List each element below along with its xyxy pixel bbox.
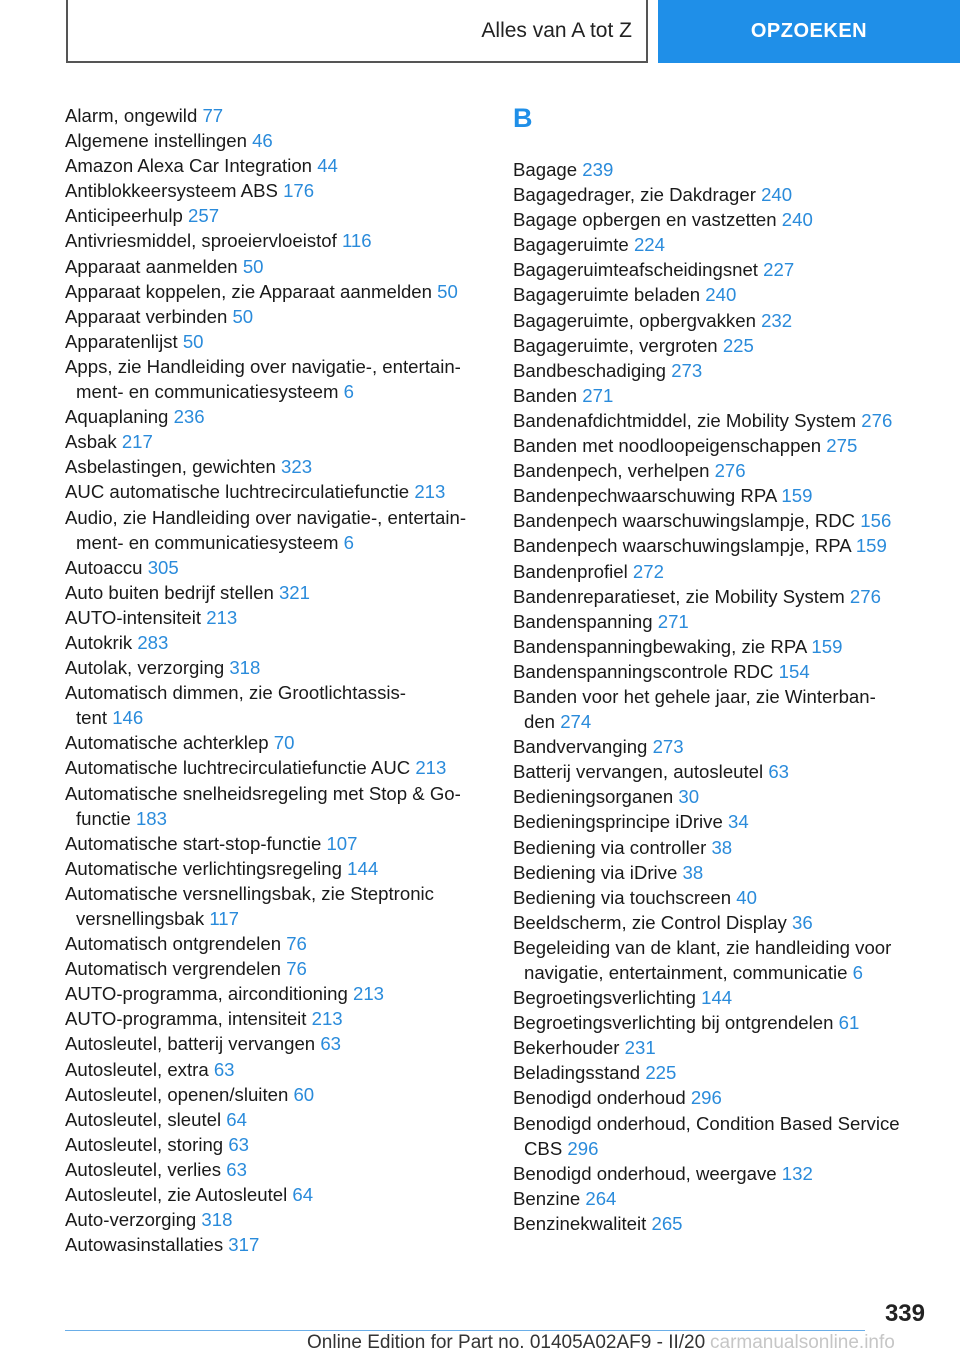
page-link[interactable]: 283 [137,631,169,653]
entry-text: Bagageruimte beladen [513,284,706,306]
entry-text: Beladingsstand [513,1062,646,1084]
index-entry [513,759,933,784]
page-link[interactable]: 271 [582,384,614,406]
edition-text: Online Edition for Part no. 01405A02AF9 - II/20 [307,1332,706,1353]
entry-text: Banden met noodloopeigenschappen [513,435,827,457]
page-link[interactable]: 38 [711,836,733,858]
page-link[interactable]: 60 [293,1083,315,1105]
page-link[interactable]: 50 [437,280,458,302]
page-link[interactable]: 231 [624,1037,656,1059]
page-link[interactable]: 240 [705,284,737,306]
entry-text: Audio, zie Handleiding over navigatie-, entertain- [65,506,467,528]
page-link[interactable]: 232 [761,309,793,331]
entry-text: Apparaat koppelen, zie Apparaat aanmelden [65,280,438,302]
entry-text: Beeldscherm, zie Control Display [513,911,793,933]
index-entry [513,157,933,182]
entry-text: Bekerhouder [513,1037,625,1059]
index-entries-b [513,157,933,1236]
index-entry [65,956,485,981]
page-link[interactable]: 46 [252,130,273,152]
index-entry [65,404,485,429]
page-link[interactable]: 271 [657,610,689,632]
page-link[interactable]: 225 [645,1062,677,1084]
entry-text: navigatie, entertainment, communicatie [524,962,853,983]
page-link[interactable]: 77 [202,105,224,126]
index-entry [513,809,933,834]
index-entry [65,254,485,279]
page-link[interactable]: 213 [206,606,238,628]
index-entry [65,1082,485,1107]
tab-alles-label: Alles van A tot Z [481,18,632,42]
page-link[interactable]: 225 [722,334,754,356]
entry-text: Apparaat verbinden [65,305,233,327]
page-link[interactable]: 61 [838,1012,860,1034]
entry-text: Bediening via touchscreen [513,886,737,908]
index-entry [65,479,485,504]
page-link[interactable]: 146 [112,707,144,729]
index-entry [65,304,485,329]
index-entry [513,383,933,408]
index-entry [65,505,485,555]
page-link[interactable]: 240 [781,209,813,231]
index-entry [513,207,933,232]
index-entry [65,1031,485,1056]
entry-text: Automatisch dimmen, zie Grootlichtassis- [65,682,406,704]
index-entry [65,781,485,831]
index-entry [513,634,933,659]
page-link[interactable]: 275 [826,435,858,457]
entry-text: versnellingsbak [76,908,210,929]
entry-text: Bandenpech waarschuwingslampje, RDC [513,510,861,532]
entry-text: Bagageruimte [513,234,634,256]
index-entry [65,153,485,178]
index-entry [65,1132,485,1157]
page-link[interactable]: 63 [228,1133,249,1155]
entry-text: Bandenpechwaarschuwing RPA [513,485,782,507]
tab-alles-van-a-tot-z[interactable] [66,0,648,63]
entry-text: Autolak, verzorging [65,657,230,679]
index-column-left [65,103,485,1257]
page-link[interactable]: 227 [763,259,795,281]
entry-text: Bandenspanningbewaking, zie RPA [513,635,812,657]
entry-text: Bedieningsorganen [513,786,679,808]
entry-text: Benodigd onderhoud, Condition Based Service [513,1112,900,1134]
index-entry [65,354,485,404]
index-entry [65,831,485,856]
index-entry [65,329,485,354]
entry-text: Benzinekwaliteit [513,1212,652,1234]
index-entry [513,1010,933,1035]
entry-text: Autosleutel, batterij vervangen [65,1033,321,1055]
index-entry [513,433,933,458]
page-link[interactable]: 176 [283,180,315,202]
entry-text: Bandvervanging [513,736,653,758]
entry-text: Amazon Alexa Car Integration [65,155,318,177]
entry-text: Benodigd onderhoud, weergave [513,1162,782,1184]
page-link[interactable]: 224 [633,234,665,256]
entry-text: Automatische achterklep [65,732,274,754]
page-link[interactable]: 107 [326,832,358,854]
page-link[interactable]: 34 [727,811,749,833]
entry-text: tent [76,707,113,729]
page-link[interactable]: 63 [320,1033,341,1055]
page-link[interactable]: 132 [781,1162,813,1184]
entry-text: Autosleutel, storing [65,1133,229,1155]
entry-text: CBS [524,1137,568,1159]
index-entry [65,1107,485,1132]
entry-text: Autosleutel, zie Autosleutel [65,1184,293,1206]
index-entry [513,1060,933,1085]
index-entry [513,1111,933,1161]
entry-text: Bandenpech, verhelpen [513,460,715,482]
entry-text: Apps, zie Handleiding over navigatie-, entertain- [65,355,461,377]
tab-opzoeken[interactable] [658,0,960,63]
entry-text: Begroetingsverlichting bij ontgrendelen [513,1012,839,1034]
page-link[interactable]: 276 [861,409,893,431]
page-link[interactable]: 318 [229,657,261,679]
entry-text: Bagagedrager, zie Dakdrager [513,184,762,206]
index-entry [513,257,933,282]
index-column-right [513,103,933,1236]
index-entry [65,630,485,655]
entry-text: Bandenspanningscontrole RDC [513,660,779,682]
index-entry [513,835,933,860]
entry-text: Auto-verzorging [65,1209,202,1231]
entry-text: Bediening via controller [513,836,712,858]
index-entry [513,659,933,684]
index-entry [65,680,485,730]
page-link[interactable]: 321 [278,581,310,603]
page-link[interactable]: 273 [652,736,684,758]
entry-text: Autosleutel, sleutel [65,1108,227,1130]
page-link[interactable]: 6 [852,962,864,983]
page-link[interactable]: 159 [781,485,813,507]
entry-text: Bagageruimte, vergroten [513,334,723,356]
index-entry [513,885,933,910]
index-entry [513,734,933,759]
entry-text: Begeleiding van de klant, zie handleiding voor [513,936,892,958]
page-link[interactable]: 117 [209,908,239,929]
page-link[interactable]: 276 [849,585,881,607]
index-entry [513,1186,933,1211]
entry-text: Autosleutel, extra [65,1058,214,1080]
entry-text: Bandenafdichtmiddel, zie Mobility System [513,409,862,431]
page-link[interactable]: 76 [286,933,307,955]
entry-text: Bandbeschadiging [513,359,672,381]
index-entry [65,580,485,605]
page-link[interactable]: 76 [286,958,307,980]
entry-text: Bandenprofiel [513,560,633,582]
page-header [0,0,960,66]
page-link[interactable]: 213 [352,983,385,1005]
entry-text: den [524,711,561,733]
page-link[interactable]: 264 [585,1187,617,1209]
page-link[interactable]: 6 [343,531,354,553]
entry-text: Automatische snelheidsregeling met Stop & Go- [65,782,461,804]
entry-text: ment- en communicatiesysteem [76,381,344,403]
page-link[interactable]: 40 [736,886,757,908]
page-link[interactable]: 276 [714,460,746,482]
index-entry [513,1211,933,1236]
index-entry [65,856,485,881]
index-entry [513,860,933,885]
page-link[interactable]: 272 [632,560,664,582]
entry-text: Bandenreparatieset, zie Mobility System [513,585,850,607]
index-entry [513,1085,933,1110]
index-entry [513,508,933,533]
index-entry [513,308,933,333]
entry-text: functie [76,807,136,829]
entry-text: Bandenpech waarschuwingslampje, RPA [513,535,856,557]
index-entry [513,559,933,584]
index-entry [513,483,933,508]
entry-text: Automatische luchtrecirculatiefunctie AUC [65,757,416,779]
entry-text: Antivriesmiddel, sproeiervloeistof [65,230,342,252]
index-entry [65,1057,485,1082]
entry-text: Automatisch vergrendelen [65,958,287,980]
page-link[interactable]: 44 [317,155,338,177]
entry-text: Autosleutel, openen/sluiten [65,1083,294,1105]
entry-text: Asbak [65,431,122,453]
entry-text: Algemene instellingen [65,130,253,152]
entry-text: Autowasinstallaties [65,1234,229,1256]
entry-text: Bandenspanning [513,610,658,632]
page-link[interactable]: 257 [188,205,220,227]
index-entry [513,232,933,257]
entry-text: ment- en communicatiesysteem [76,531,344,553]
entry-text: AUTO-intensiteit [65,606,207,628]
page-link[interactable]: 154 [778,660,810,682]
page-link[interactable]: 144 [347,857,379,879]
entry-text: Anticipeerhulp [65,205,189,227]
index-entry [513,584,933,609]
index-entry [513,910,933,935]
index-entry [513,182,933,207]
index-entry [65,755,485,780]
page-link[interactable]: 217 [121,431,153,453]
tab-opzoeken-label: OPZOEKEN [750,20,868,42]
index-entry [513,609,933,634]
entry-text: Bagage [513,159,583,180]
page-link[interactable]: 50 [242,255,264,277]
entry-text: Bedieningsprincipe iDrive [513,811,728,833]
index-entry [513,282,933,307]
page-link[interactable]: 318 [201,1209,233,1231]
index-entry [65,1232,485,1257]
entry-text: AUTO-programma, airconditioning [65,983,353,1005]
entry-text: Banden voor het gehele jaar, zie Winterban- [513,685,876,707]
page-link[interactable]: 38 [682,861,704,883]
page-link[interactable]: 50 [182,330,204,352]
page-link[interactable]: 296 [567,1137,599,1159]
page-link[interactable]: 239 [582,159,614,180]
entry-text: Autokrik [65,631,138,653]
entry-text: Automatische verlichtingsregeling [65,857,348,879]
page-link[interactable]: 213 [415,757,447,779]
page-link[interactable]: 64 [226,1108,247,1130]
index-entry [65,279,485,304]
page-link[interactable]: 323 [281,456,313,478]
page-link[interactable]: 63 [768,761,789,783]
page-link[interactable]: 183 [135,807,167,829]
index-entry [65,1157,485,1182]
page-link[interactable]: 70 [273,732,295,754]
entry-text: Autoaccu [65,556,148,578]
entry-text: Antiblokkeersysteem ABS [65,180,284,202]
index-entry [65,981,485,1006]
index-entry [513,1161,933,1186]
page-link[interactable]: 36 [792,911,813,933]
entry-text: Batterij vervangen, autosleutel [513,761,769,783]
page-link[interactable]: 63 [213,1058,235,1080]
entry-text: Asbelastingen, gewichten [65,456,282,478]
index-entry [65,605,485,630]
entry-text: Alarm, ongewild [65,105,203,126]
index-entry [65,931,485,956]
page-link[interactable]: 265 [651,1212,683,1234]
page-link[interactable]: 213 [311,1008,343,1030]
index-entry [65,730,485,755]
entry-text: Automatische start-stop-functie [65,832,327,854]
index-entry [65,881,485,931]
entry-text: Bagageruimte, opbergvakken [513,309,762,331]
index-entry [65,128,485,153]
index-entry [513,985,933,1010]
watermark-text: carmanualsonline.info [710,1332,895,1353]
index-entry [65,555,485,580]
page-link[interactable]: 296 [690,1087,722,1109]
index-entry [513,533,933,558]
page-link[interactable]: 236 [173,406,205,428]
page-link[interactable]: 116 [341,230,372,252]
page-link[interactable]: 213 [414,481,446,503]
entry-text: Benzine [513,1187,586,1209]
index-entry [65,1006,485,1031]
index-entry [513,684,933,734]
index-entry [513,358,933,383]
index-entry [65,103,485,128]
page-link[interactable]: 63 [226,1158,247,1180]
entry-text: Apparaat aanmelden [65,255,243,277]
page-link[interactable]: 159 [811,635,843,657]
index-entry [513,784,933,809]
index-entry [65,454,485,479]
entry-text: Benodigd onderhoud [513,1087,691,1109]
entry-text: Auto buiten bedrijf stellen [65,581,279,603]
index-entry [513,1035,933,1060]
entry-text: Apparatenlijst [65,330,183,352]
page-link[interactable]: 50 [232,305,254,327]
page-link[interactable]: 159 [855,535,887,557]
page-link[interactable]: 30 [678,786,700,808]
entry-text: Bagageruimteafscheidingsnet [513,259,764,281]
index-letter-heading: B [513,103,533,133]
entry-text: Bagage opbergen en vastzetten [513,209,782,231]
index-entry [65,655,485,680]
page-link[interactable]: 64 [292,1184,314,1206]
footer-divider [65,1330,865,1331]
entry-text: Begroetingsverlichting [513,987,702,1009]
index-entry [65,1182,485,1207]
index-entry [65,429,485,454]
entry-text: AUC automatische luchtrecirculatiefunctie [65,481,415,503]
index-entry [65,178,485,203]
page-link[interactable]: 6 [343,381,354,403]
page-link[interactable]: 240 [761,184,793,206]
index-entry [65,1207,485,1232]
page-link[interactable]: 317 [228,1234,260,1256]
entry-text: Aquaplaning [65,406,174,428]
page-link[interactable]: 144 [701,987,733,1009]
index-entry [65,203,485,228]
entry-text: Autosleutel, verlies [65,1158,227,1180]
entry-text: Banden [513,384,583,406]
entry-text: Automatische versnellingsbak, zie Steptronic [65,882,434,904]
entry-text: AUTO-programma, intensiteit [65,1008,312,1030]
index-entry [513,935,933,985]
page-link[interactable]: 156 [860,510,892,532]
page-link[interactable]: 273 [671,359,703,381]
page-number: 339 [884,1300,925,1327]
index-entry [65,228,485,253]
page-link[interactable]: 305 [147,556,179,578]
index-entry [513,333,933,358]
entry-text: Bediening via iDrive [513,861,683,883]
index-entry [513,408,933,433]
entry-text: Automatisch ontgrendelen [65,933,287,955]
index-entry [513,458,933,483]
page-link[interactable]: 274 [560,711,592,733]
